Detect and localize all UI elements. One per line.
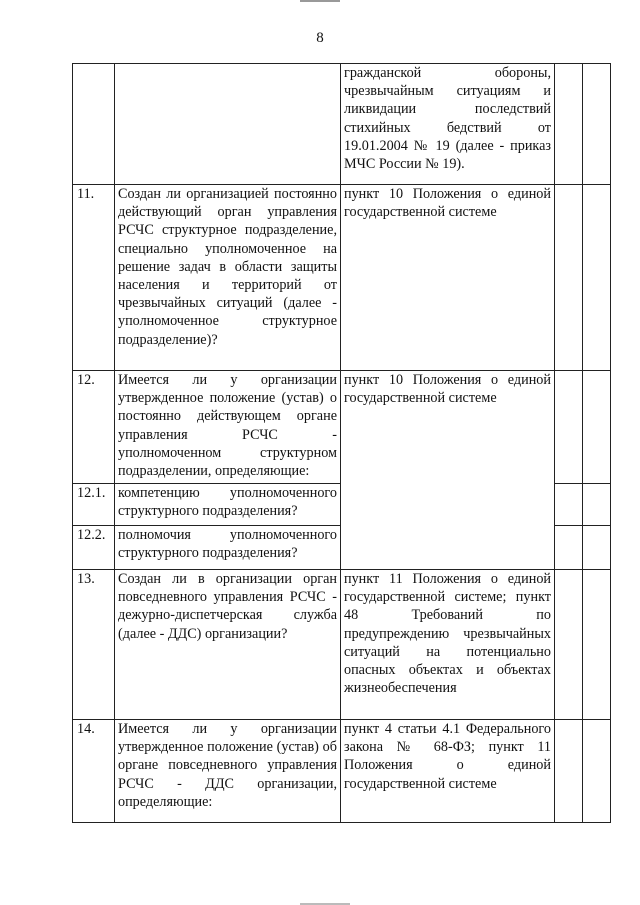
row-number (73, 64, 115, 185)
reference-cell: пункт 11 Положения о единой государственной системе; пункт 48 Требований по предупреждению чрезвычайных ситуаций на потенциально опасных объектах и объектах жизнеобеспечения (341, 570, 555, 720)
reference-cell: пункт 10 Положения о единой государственной системе (341, 371, 555, 570)
reference-cell: пункт 10 Положения о единой государственной системе (341, 185, 555, 371)
row-number: 11. (73, 185, 115, 371)
reference-cell: гражданской обороны, чрезвычайным ситуациям и ликвидации последствий стихийных бедствий от 19.01.2004 № 19 (далее - приказ МЧС России № 19). (341, 64, 555, 185)
page-number: 8 (316, 30, 324, 46)
question-cell: Создан ли организацией постоянно действующий орган управления РСЧС структурное подразделение, специально уполномоченное на решение задач в области защиты населения и территорий от чрезвычайных ситуаций (далее - уполномоченное структурное подразделение)? (115, 185, 341, 371)
note-cell (583, 64, 611, 185)
question-cell: Имеется ли у организации утвержденное положение (устав) об органе повседневного управления РСЧС - ДДС организации, определяющие: (115, 720, 341, 823)
question-cell (115, 64, 341, 185)
note-cell (583, 526, 611, 570)
answer-cell (555, 484, 583, 526)
row-number: 14. (73, 720, 115, 823)
answer-cell (555, 526, 583, 570)
answer-cell (555, 720, 583, 823)
question-cell: Создан ли в организации орган повседневного управления РСЧС - дежурно-диспетчерская служба (далее - ДДС) организации? (115, 570, 341, 720)
reference-cell: пункт 4 статьи 4.1 Федерального закона № 68-ФЗ; пункт 11 Положения о единой государственной системе (341, 720, 555, 823)
answer-cell (555, 185, 583, 371)
note-cell (583, 371, 611, 484)
row-number: 12.1. (73, 484, 115, 526)
note-cell (583, 720, 611, 823)
question-cell: Имеется ли у организации утвержденное положение (устав) о постоянно действующем органе управления РСЧС - уполномоченном структурном подразделении, определяющие: (115, 371, 341, 484)
row-number: 12. (73, 371, 115, 484)
answer-cell (555, 371, 583, 484)
answer-cell (555, 570, 583, 720)
table-row (73, 371, 611, 484)
table-row (73, 720, 611, 823)
table-row (73, 185, 611, 371)
row-number: 13. (73, 570, 115, 720)
table-row (73, 570, 611, 720)
question-cell: компетенцию уполномоченного структурного подразделения? (115, 484, 341, 526)
table-row (73, 64, 611, 185)
answer-cell (555, 64, 583, 185)
row-number: 12.2. (73, 526, 115, 570)
note-cell (583, 484, 611, 526)
top-edge-mark (300, 0, 340, 2)
note-cell (583, 570, 611, 720)
question-cell: полномочия уполномоченного структурного подразделения? (115, 526, 341, 570)
note-cell (583, 185, 611, 371)
checklist-table (72, 63, 611, 823)
